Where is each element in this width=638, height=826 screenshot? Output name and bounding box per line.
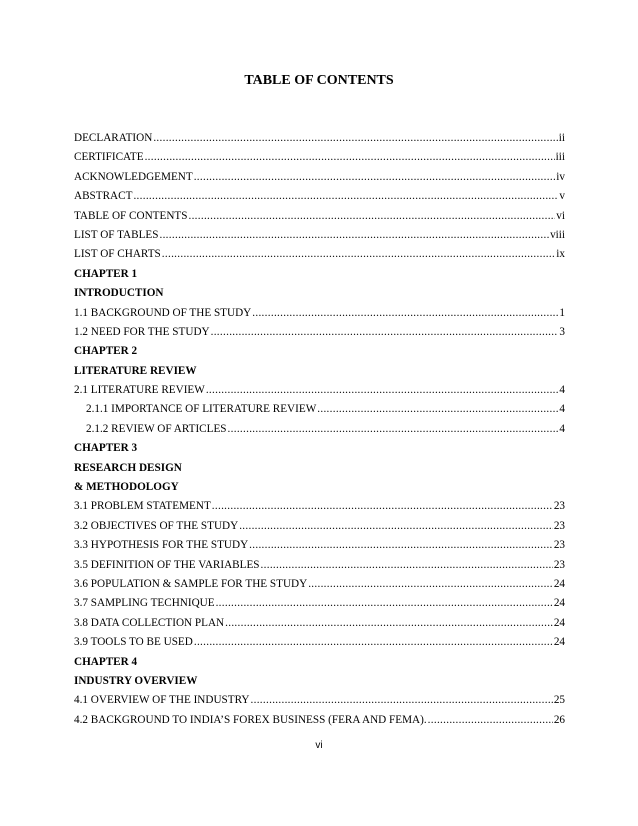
toc-page-number: 24: [553, 597, 565, 610]
toc-entry: [74, 171, 565, 190]
toc-page-number: 4: [559, 403, 565, 416]
dot-leader: [251, 694, 553, 706]
toc-entry: [74, 520, 565, 539]
toc-entry: [74, 597, 565, 616]
toc-entry: [74, 326, 565, 345]
toc-entry-label: 3.8 DATA COLLECTION PLAN: [74, 616, 225, 629]
toc-entry-label: 4.1 OVERVIEW OF THE INDUSTRY: [74, 694, 250, 707]
toc-entry-label: 3.7 SAMPLING TECHNIQUE: [74, 597, 215, 610]
toc-entry-label: 2.1 LITERATURE REVIEW: [74, 384, 205, 397]
toc-page-number: iv: [556, 170, 565, 183]
toc-page-number: ix: [556, 248, 565, 261]
toc-entry-label: 3.1 PROBLEM STATEMENT: [74, 500, 211, 513]
dot-leader: [194, 636, 553, 648]
toc-entry: [74, 578, 565, 597]
toc-chapter-heading: RESEARCH DESIGN: [74, 461, 182, 474]
dot-leader: [249, 539, 553, 551]
toc-page-number: 23: [553, 519, 565, 532]
toc-entry: [74, 229, 565, 248]
toc-entry: [74, 210, 565, 229]
toc-entry-label: ACKNOWLEDGEMENT: [74, 170, 193, 183]
toc-page-number: iii: [555, 151, 565, 164]
toc-chapter-heading: INDUSTRY OVERVIEW: [74, 674, 198, 687]
toc-entry-label: 1.2 NEED FOR THE STUDY: [74, 325, 210, 338]
toc-entry-label: 2.1.1 IMPORTANCE OF LITERATURE REVIEW: [86, 403, 317, 416]
toc-entry-label: LIST OF CHARTS: [74, 248, 161, 261]
toc-entry: [74, 539, 565, 558]
toc-chapter-heading: INTRODUCTION: [74, 287, 164, 300]
toc-entry: [74, 384, 565, 403]
dot-leader: [194, 171, 556, 183]
toc-page-number: 23: [553, 558, 565, 571]
toc-entry-label: 3.5 DEFINITION OF THE VARIABLES: [74, 558, 260, 571]
toc-subentry: [74, 423, 565, 442]
toc-page-number: 24: [553, 577, 565, 590]
toc-entry: [74, 132, 565, 151]
toc-chapter-heading: CHAPTER 4: [74, 655, 138, 668]
toc-entry: [74, 151, 565, 170]
dot-leader: [239, 520, 553, 532]
dot-leader: [206, 384, 559, 396]
toc-page-number: v: [559, 190, 565, 203]
toc-entry: [74, 714, 565, 733]
toc-page-number: vi: [556, 209, 565, 222]
toc-entry: [74, 248, 565, 267]
toc-entry: [74, 636, 565, 655]
toc-page-number: ii: [558, 132, 565, 144]
toc-entry: [74, 307, 565, 326]
toc-entry-label: DECLARATION: [74, 132, 153, 144]
toc-entry-label: 1.1 BACKGROUND OF THE STUDY: [74, 306, 252, 319]
table-of-contents: [74, 132, 565, 733]
toc-subentry: [74, 403, 565, 422]
dot-leader: [188, 210, 555, 222]
toc-entry-label: 3.3 HYPOTHESIS FOR THE STUDY: [74, 539, 249, 552]
toc-entry: [74, 559, 565, 578]
toc-entry-label: 4.2 BACKGROUND TO INDIA’S FOREX BUSINESS (FERA AND FEMA).: [74, 713, 427, 726]
toc-entry-label: CERTIFICATE: [74, 151, 144, 164]
dot-leader: [145, 151, 555, 163]
dot-leader: [212, 500, 553, 512]
toc-entry: [74, 617, 565, 636]
dot-leader: [211, 326, 559, 338]
toc-entry-label: LIST OF TABLES: [74, 228, 159, 241]
toc-page-number: 23: [553, 500, 565, 513]
toc-chapter-heading: CHAPTER 2: [74, 345, 138, 358]
dot-leader: [162, 248, 556, 260]
toc-entry-label: ABSTRACT: [74, 190, 133, 203]
toc-page-number: 3: [559, 325, 565, 338]
toc-chapter-heading: CHAPTER 1: [74, 267, 138, 280]
dot-leader: [308, 578, 553, 590]
dot-leader: [159, 229, 549, 241]
toc-entry-label: 3.9 TOOLS TO BE USED: [74, 636, 193, 649]
dot-leader: [428, 714, 553, 726]
toc-page-number: 1: [559, 306, 565, 319]
dot-leader: [225, 617, 553, 629]
toc-entry: [74, 500, 565, 519]
toc-entry-label: 3.6 POPULATION & SAMPLE FOR THE STUDY: [74, 577, 308, 590]
dot-leader: [252, 307, 558, 319]
toc-chapter-heading: & METHODOLOGY: [74, 481, 179, 494]
toc-page-number: 4: [559, 422, 565, 435]
toc-page-number: 4: [559, 384, 565, 397]
toc-chapter-heading: CHAPTER 3: [74, 442, 138, 455]
page-title: TABLE OF CONTENTS: [244, 73, 394, 88]
dot-leader: [317, 403, 558, 415]
dot-leader: [153, 132, 557, 144]
toc-chapter-heading: LITERATURE REVIEW: [74, 364, 197, 377]
page-number: vi: [315, 740, 323, 751]
toc-entry-label: 2.1.2 REVIEW OF ARTICLES: [86, 422, 227, 435]
dot-leader: [261, 559, 553, 571]
toc-page-number: viii: [550, 228, 565, 241]
toc-page-number: 24: [553, 616, 565, 629]
toc-entry: [74, 694, 565, 713]
toc-page-number: 26: [553, 713, 565, 726]
toc-entry-label: 3.2 OBJECTIVES OF THE STUDY: [74, 519, 239, 532]
toc-entry-label: TABLE OF CONTENTS: [74, 209, 188, 222]
toc-page-number: 25: [553, 694, 565, 707]
toc-page-number: 24: [553, 636, 565, 649]
dot-leader: [216, 597, 553, 609]
dot-leader: [228, 423, 559, 435]
toc-entry: [74, 190, 565, 209]
dot-leader: [133, 190, 558, 202]
toc-page-number: 23: [553, 539, 565, 552]
